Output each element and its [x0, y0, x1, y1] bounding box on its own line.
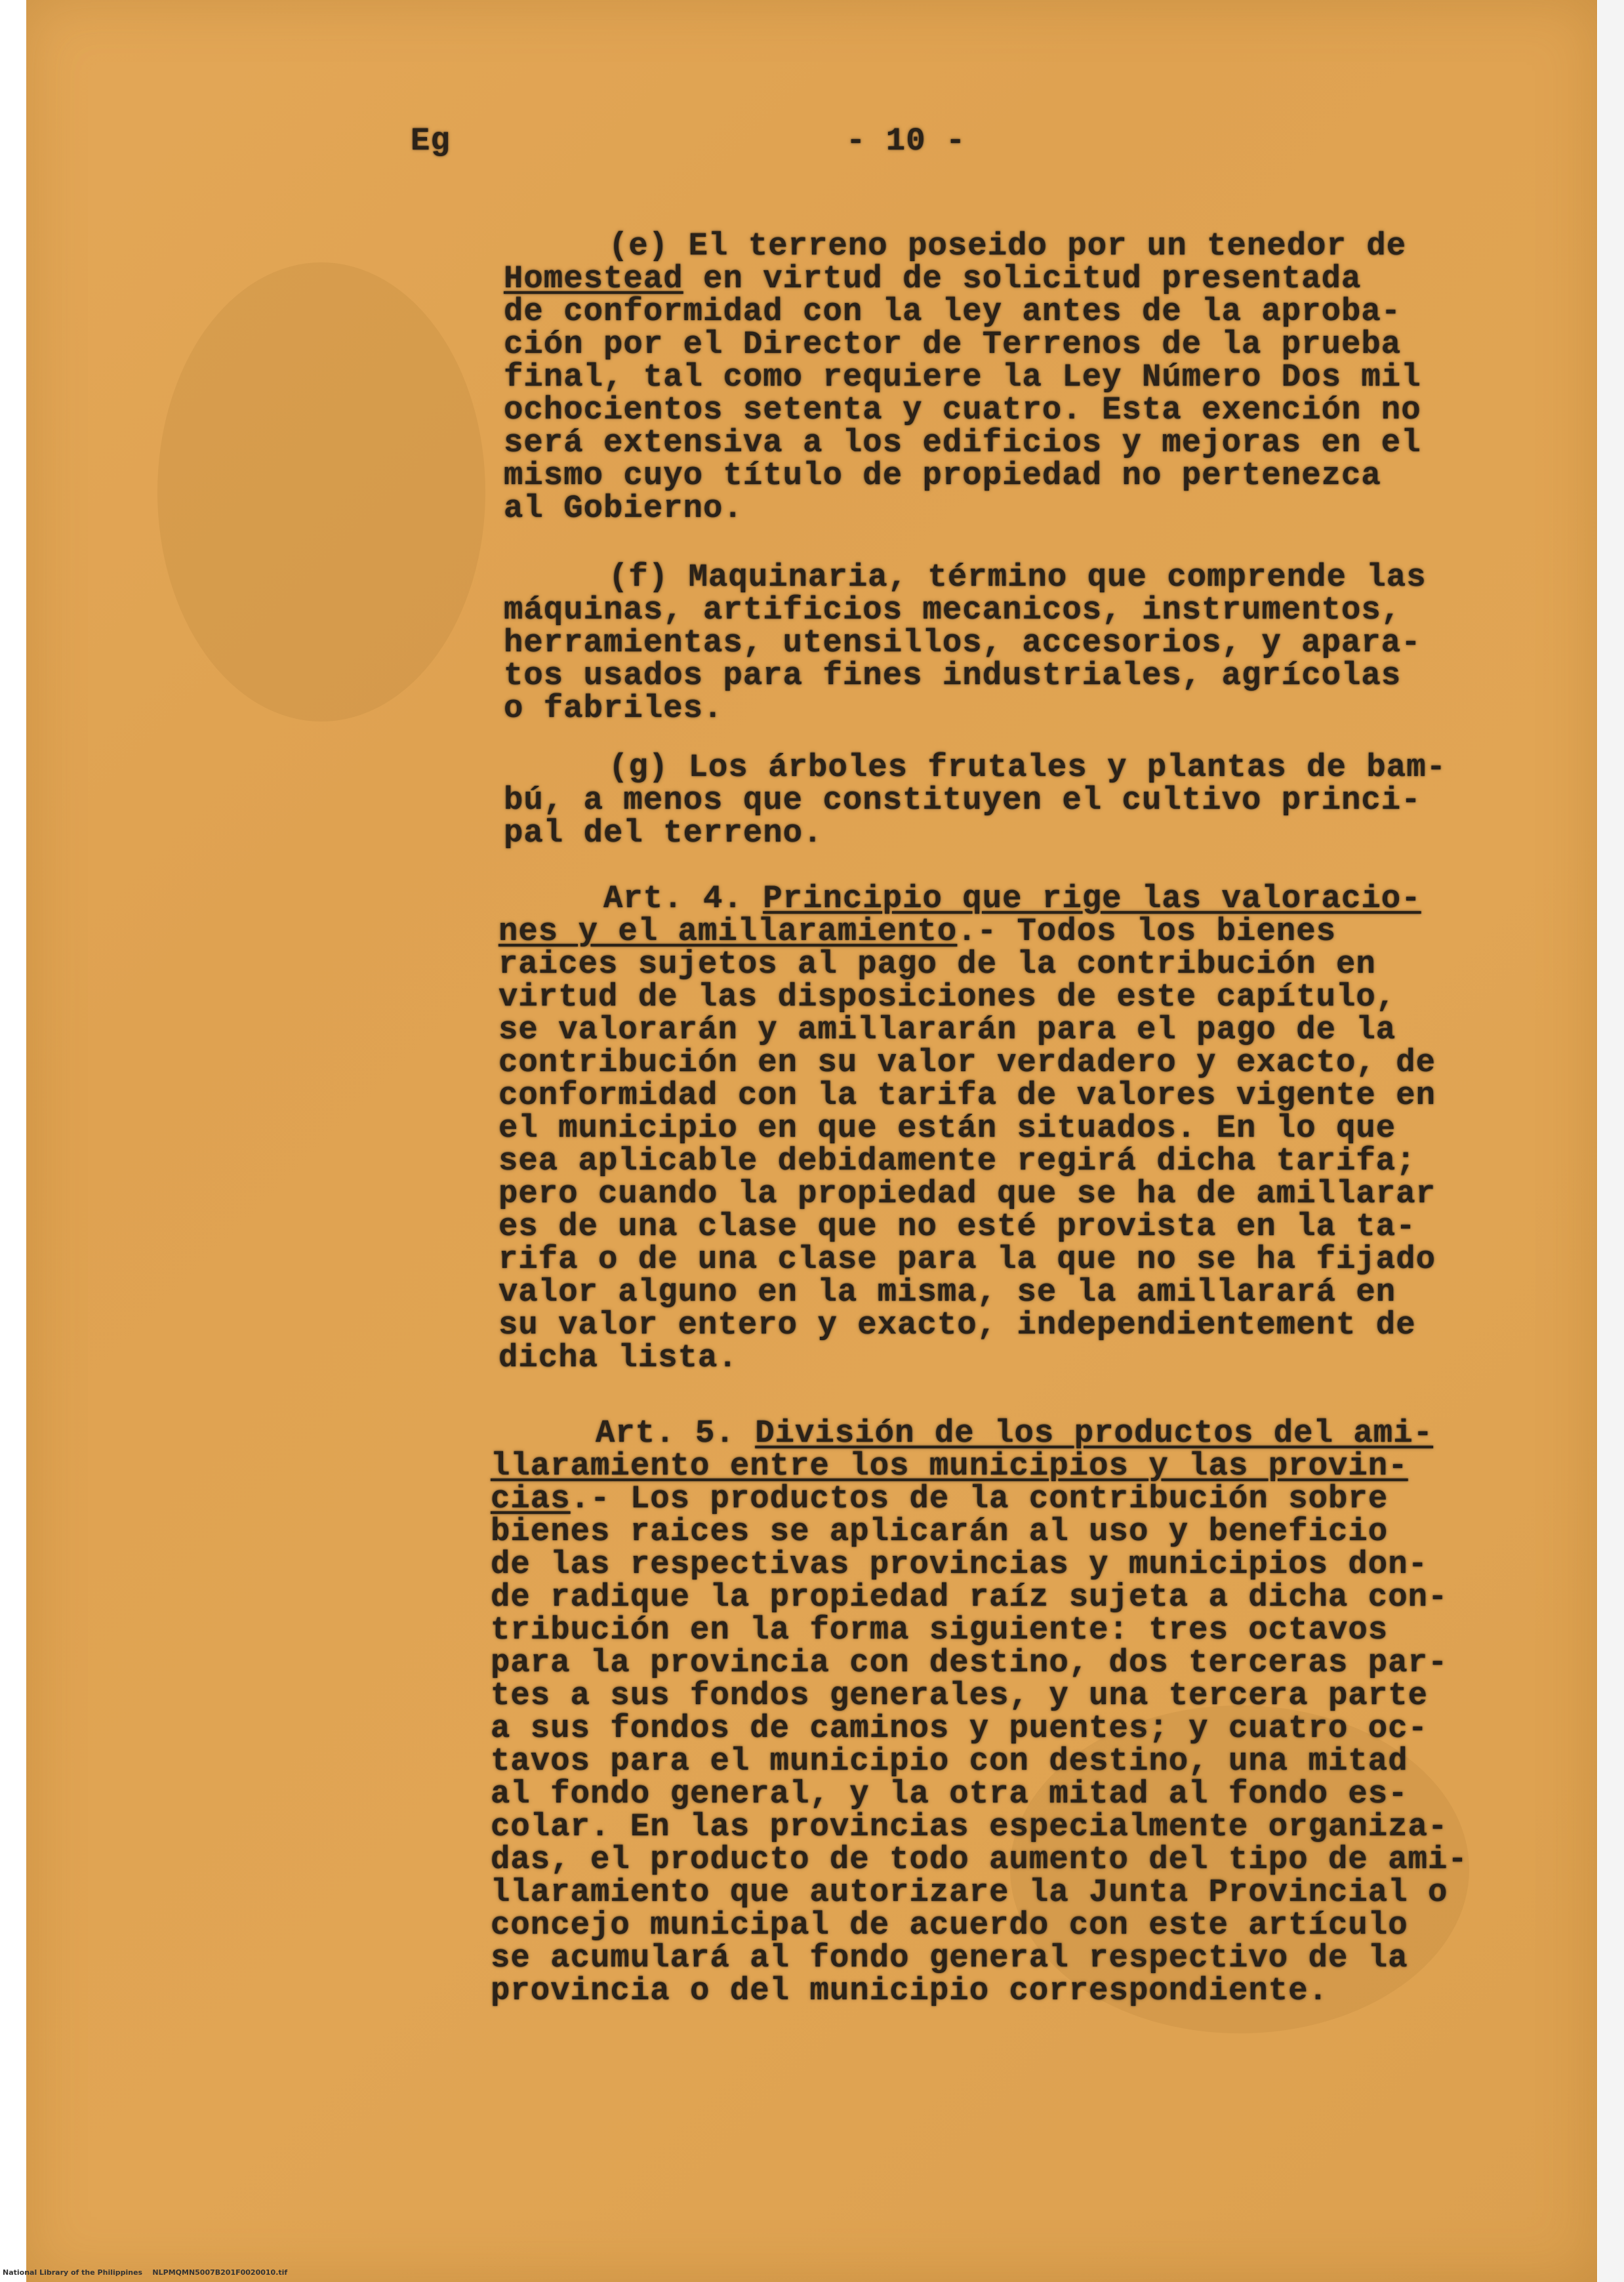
paragraph-text: para la provincia con destino, dos terceras par- [491, 1644, 1448, 1681]
paragraph-text: pal del terreno. [504, 815, 823, 851]
article-5-title: llaramiento entre los municipios y las provin- [491, 1448, 1408, 1484]
paragraph-text: se valorarán y amillararán para el pago de la [498, 1011, 1396, 1048]
article-5-title: cias [491, 1480, 571, 1517]
paragraph-text: se acumulará al fondo general respectivo de la [491, 1940, 1408, 1976]
header-initials: Eg [411, 123, 451, 159]
paragraph-text: ochocientos setenta y cuatro. Esta exención no [504, 392, 1421, 428]
paragraph-text: es de una clase que no esté provista en la ta- [498, 1208, 1416, 1245]
scan-footer: National Library of the Philippines NLPMQMN5007B201F0020010.tif [3, 2268, 288, 2277]
paragraph-text: rifa o de una clase para la que no se ha fijado [498, 1241, 1436, 1278]
paragraph-text: contribución en su valor verdadero y exacto, de [498, 1044, 1436, 1081]
paper-stain [157, 262, 485, 722]
marker-g: (g) [609, 749, 669, 786]
scan-margin [1598, 0, 1624, 2282]
paragraph-text: será extensiva a los edificios y mejoras en el [504, 424, 1421, 461]
paragraph-text: mismo cuyo título de propiedad no pertenezca [504, 457, 1381, 494]
paragraph-text: su valor entero y exacto, independientement de [498, 1307, 1416, 1343]
paragraph-text: Maquinaria, término que comprende las [668, 559, 1427, 596]
paragraph-text: El terreno poseido por un tenedor de [668, 228, 1407, 264]
paragraph-text: .- Todos los bienes [957, 913, 1337, 950]
paragraph-text: ción por el Director de Terrenos de la prueba [504, 326, 1402, 363]
paragraph-text: máquinas, artificios mecanicos, instrumentos, [504, 592, 1402, 628]
paragraph-text: bú, a menos que constituyen el cultivo princi- [504, 782, 1421, 819]
page-number: - 10 - [846, 123, 966, 159]
homestead-term: Homestead [504, 260, 683, 297]
paragraph-text: provincia o del municipio correspondiente. [491, 1972, 1329, 2009]
article-5-title: División de los productos del ami- [755, 1415, 1434, 1452]
article-4-label: Art. 4. [603, 880, 763, 917]
paragraph-text: o fabriles. [504, 690, 723, 727]
paragraph-text: tes a sus fondos generales, y una tercera parte [491, 1677, 1429, 1714]
paragraph-text: Los árboles frutales y plantas de bam- [668, 749, 1447, 786]
article-4-title: nes y el amillaramiento [498, 913, 958, 950]
paragraph-text: en virtud de solicitud presentada [683, 260, 1362, 297]
paragraph-text: das, el producto de todo aumento del tipo de ami- [491, 1841, 1468, 1878]
paragraph-text: de radique la propiedad raíz sujeta a dicha con- [491, 1579, 1448, 1616]
article-4-title: Principio que rige las valoracio- [763, 880, 1421, 917]
marker-e: (e) [609, 228, 669, 264]
marker-f: (f) [609, 559, 669, 596]
paragraph-g [504, 751, 1488, 849]
paragraph-text: dicha lista. [498, 1339, 738, 1376]
paragraph-text: bienes raices se aplicarán al uso y beneficio [491, 1513, 1389, 1550]
paragraph-text: llaramiento que autorizare la Junta Provincial o [491, 1874, 1448, 1911]
document-page [26, 0, 1597, 2282]
paragraph-text: al Gobierno. [504, 490, 743, 527]
paragraph-text: de las respectivas provincias y municipios don- [491, 1546, 1429, 1583]
paragraph-text: al fondo general, y la otra mitad al fondo es- [491, 1776, 1408, 1812]
paragraph-text: tos usados para fines industriales, agrícolas [504, 657, 1402, 694]
paragraph-text: herramientas, utensillos, accesorios, y apara- [504, 624, 1421, 661]
paragraph-text: valor alguno en la misma, se la amillarará en [498, 1274, 1396, 1311]
article-5-label: Art. 5. [596, 1415, 756, 1452]
paragraph-text: tribución en la forma siguiente: tres octavos [491, 1612, 1389, 1648]
paragraph-f [504, 561, 1488, 725]
paragraph-text: .- Los productos de la contribución sobre [570, 1480, 1389, 1517]
article-4 [498, 882, 1482, 1374]
paragraph-text: el municipio en que están situados. En lo que [498, 1110, 1396, 1147]
paragraph-text: tavos para el municipio con destino, una mitad [491, 1743, 1408, 1780]
paragraph-text: a sus fondos de caminos y puentes; y cuatro oc- [491, 1710, 1429, 1747]
paragraph-text: virtud de las disposiciones de este capítulo, [498, 979, 1396, 1015]
paragraph-text: sea aplicable debidamente regirá dicha tarifa; [498, 1143, 1416, 1179]
paragraph-text: pero cuando la propiedad que se ha de amillarar [498, 1175, 1436, 1212]
paragraph-text: raices sujetos al pago de la contribución en [498, 946, 1376, 983]
paragraph-text: colar. En las provincias especialmente organiza- [491, 1808, 1448, 1845]
paragraph-text: concejo municipal de acuerdo con este artículo [491, 1907, 1408, 1944]
article-5 [491, 1417, 1474, 2007]
paragraph-e [504, 230, 1488, 525]
paragraph-text: final, tal como requiere la Ley Número Dos mil [504, 359, 1421, 396]
paragraph-text: de conformidad con la ley antes de la aproba- [504, 293, 1402, 330]
paragraph-text: conformidad con la tarifa de valores vigente en [498, 1077, 1436, 1114]
